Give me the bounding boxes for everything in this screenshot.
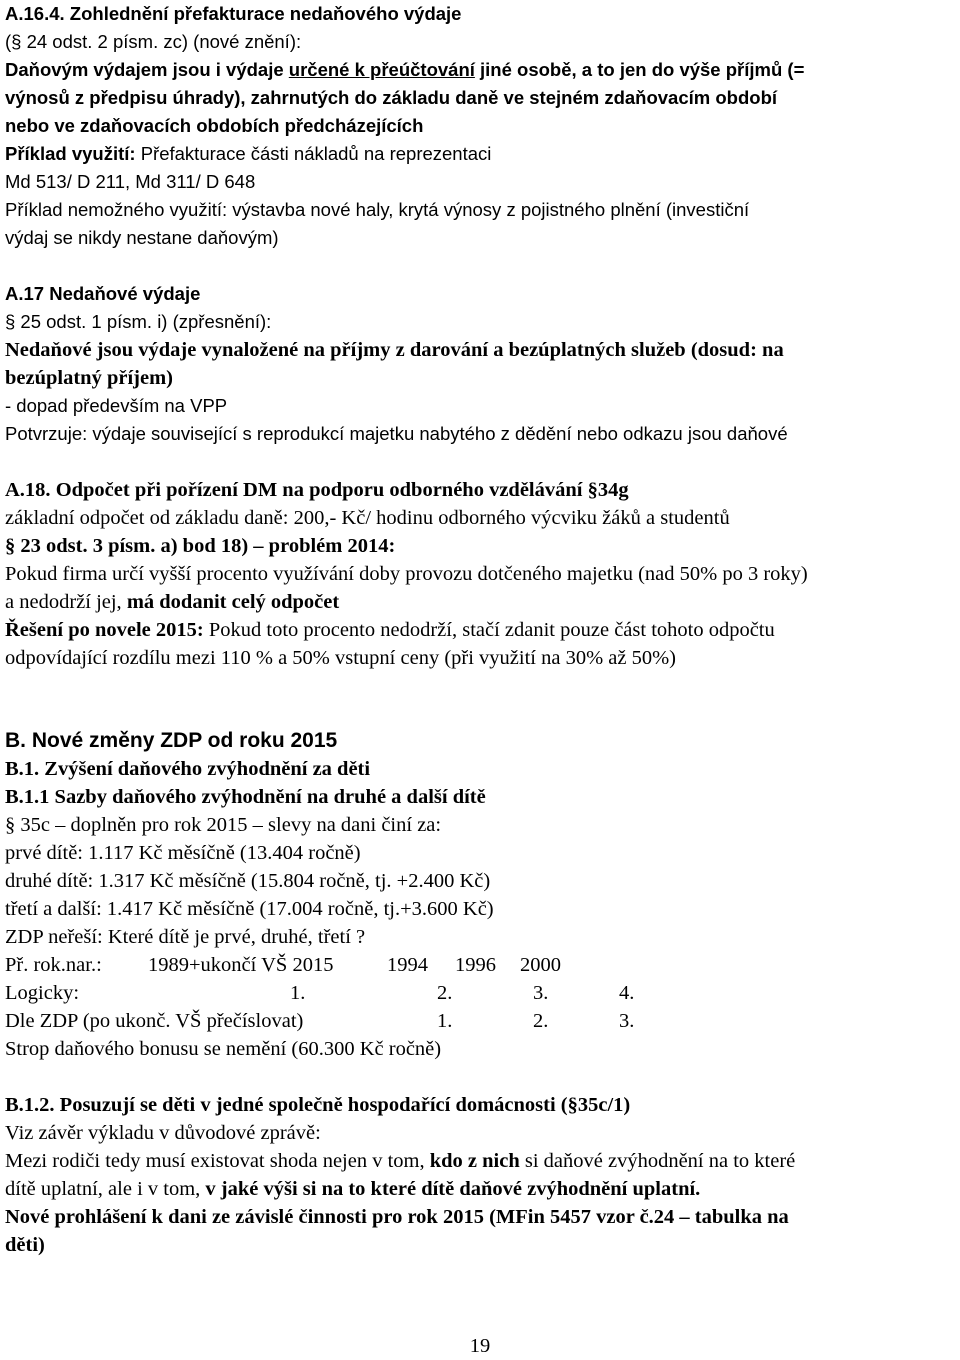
- rate-third-child: třetí a další: 1.417 Kč měsíčně (17.004 ročně, tj.+3.600 Kč): [5, 898, 494, 920]
- rule-a164-line3: nebo ve zdaňovacích obdobích předcházejících: [5, 115, 424, 136]
- page-number: 19: [469, 1335, 491, 1357]
- example-value: 1989+ukončí VŠ 2015: [148, 954, 334, 976]
- reference-35c: § 35c – doplněn pro rok 2015 – slevy na dani činí za:: [5, 814, 442, 836]
- heading-b11: B.1.1 Sazby daňového zvýhodnění na druhé a další dítě: [5, 786, 486, 808]
- problem-line1: Pokud firma určí vyšší procento využívání doby provozu dotčeného majetku (nad 50% po 3 roky): [5, 563, 808, 585]
- logic-value: 2.: [437, 982, 453, 1004]
- example-value: 1994: [387, 954, 428, 976]
- zdp-value: 1.: [437, 1010, 453, 1032]
- heading-a164: A.16.4. Zohlednění přefakturace nedaňového výdaje: [5, 3, 462, 24]
- declaration-line2: děti): [5, 1234, 45, 1256]
- rule-a17-line1: Nedaňové jsou výdaje vynaložené na příjmy z darování a bezúplatných služeb (dosud: na: [5, 339, 784, 361]
- reference-a164: (§ 24 odst. 2 písm. zc) (nové znění):: [5, 31, 302, 52]
- example-no-line1: Příklad nemožného využití: výstavba nové haly, krytá výnosy z pojistného plnění (investiční: [5, 199, 750, 220]
- see-explanation: Viz závěr výkladu v důvodové zprávě:: [5, 1122, 321, 1144]
- heading-b12: B.1.2. Posuzují se děti v jedné společně hospodařící domácnosti (§35c/1): [5, 1094, 631, 1116]
- rule-a164-line2: výnosů z předpisu úhrady), zahrnutých do základu daně ve stejném zdaňovacím období: [5, 87, 778, 108]
- agreement-line1: Mezi rodiči tedy musí existovat shoda nejen v tom, kdo z nich si daňové zvýhodnění na to které: [5, 1150, 796, 1172]
- zdp-value: 3.: [619, 1010, 635, 1032]
- problem-2014: § 23 odst. 3 písm. a) bod 18) – problém 2014:: [5, 535, 396, 557]
- problem-line2: a nedodrží jej, má dodanit celý odpočet: [5, 591, 340, 613]
- heading-a17: A.17 Nedaňové výdaje: [5, 283, 201, 304]
- example-no-line2: výdaj se nikdy nestane daňovým): [5, 227, 279, 248]
- order-question: ZDP neřeší: Které dítě je prvé, druhé, třetí ?: [5, 926, 366, 948]
- zdp-value: 2.: [533, 1010, 549, 1032]
- heading-b: B. Nové změny ZDP od roku 2015: [5, 729, 338, 752]
- logic-value: 3.: [533, 982, 549, 1004]
- accounting-entries: Md 513/ D 211, Md 311/ D 648: [5, 171, 256, 192]
- example-value: 1996: [455, 954, 496, 976]
- solution-line1: Řešení po novele 2015: Pokud toto procento nedodrží, stačí zdanit pouze část tohoto odpočtu: [5, 619, 775, 641]
- impact-a17: - dopad především na VPP: [5, 395, 228, 416]
- rule-a164-line1: Daňovým výdajem jsou i výdaje určené k přeúčtování jiné osobě, a to jen do výše příjmů (=: [5, 59, 805, 80]
- rate-second-child: druhé dítě: 1.317 Kč měsíčně (15.804 ročně, tj. +2.400 Kč): [5, 870, 491, 892]
- solution-line2: odpovídající rozdílu mezi 110 % a 50% vstupní ceny (při využití na 30% až 50%): [5, 647, 677, 669]
- heading-b1: B.1. Zvýšení daňového zvýhodnění za děti: [5, 758, 371, 780]
- bonus-cap: Strop daňového bonusu se nemění (60.300 Kč ročně): [5, 1038, 442, 1060]
- logic-value: 4.: [619, 982, 635, 1004]
- reference-a17: § 25 odst. 1 písm. i) (zpřesnění):: [5, 311, 272, 332]
- logic-label: Logicky:: [5, 982, 80, 1004]
- heading-a18: A.18. Odpočet při pořízení DM na podporu odborného vzdělávání §34g: [5, 479, 629, 501]
- confirm-a17: Potvrzuje: výdaje související s reprodukcí majetku nabytého z dědění nebo odkazu jsou daňové: [5, 423, 788, 444]
- rule-a17-line2: bezúplatný příjem): [5, 367, 173, 389]
- agreement-line2: dítě uplatní, ale i v tom, v jaké výši si na to které dítě daňové zvýhodnění uplatní.: [5, 1178, 701, 1200]
- example-value: 2000: [520, 954, 561, 976]
- example-label: Př. rok.nar.:: [5, 954, 102, 976]
- basic-deduction: základní odpočet od základu daně: 200,- Kč/ hodinu odborného výcviku žáků a studentů: [5, 507, 730, 529]
- logic-value: 1.: [290, 982, 306, 1004]
- example-use: Příklad využití: Přefakturace části nákladů na reprezentaci: [5, 143, 492, 164]
- zdp-label: Dle ZDP (po ukonč. VŠ přečíslovat): [5, 1010, 304, 1032]
- declaration-line1: Nové prohlášení k dani ze závislé činnosti pro rok 2015 (MFin 5457 vzor č.24 – tabulka na: [5, 1206, 789, 1228]
- rate-first-child: prvé dítě: 1.117 Kč měsíčně (13.404 ročně): [5, 842, 361, 864]
